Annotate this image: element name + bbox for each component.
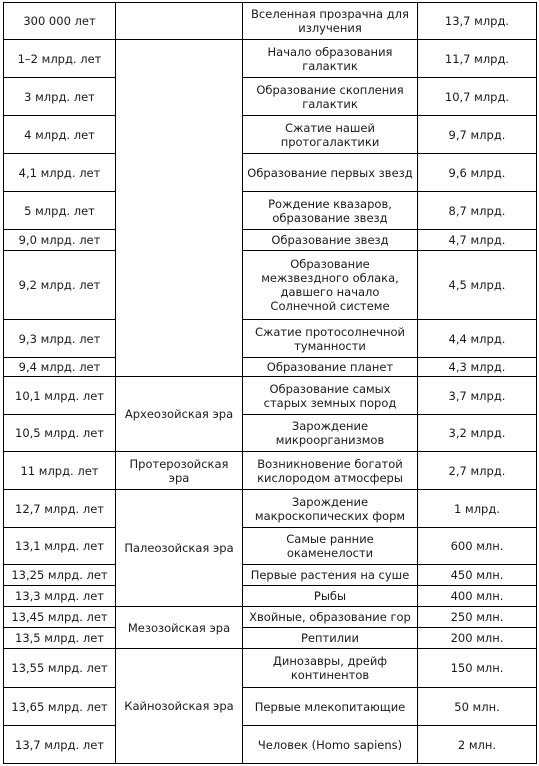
era-cell: Кайнозойская эра: [116, 649, 243, 764]
ago-cell: 9,6 млрд.: [418, 154, 537, 192]
ago-cell: 4,4 млрд.: [418, 320, 537, 358]
ago-cell: 3,7 млрд.: [418, 377, 537, 415]
ago-cell: 4,7 млрд.: [418, 230, 537, 251]
event-cell: Образование планет: [243, 358, 418, 377]
ago-cell: 9,7 млрд.: [418, 116, 537, 154]
event-cell: Зарождение макроскопических форм: [243, 490, 418, 528]
ago-cell: 1 млрд.: [418, 490, 537, 528]
ago-cell: 3,2 млрд.: [418, 415, 537, 452]
event-cell: Рептилии: [243, 628, 418, 649]
event-cell: Образование звезд: [243, 230, 418, 251]
era-cell: Протерозойская эра: [116, 452, 243, 490]
age-cell: 13,5 млрд. лет: [4, 628, 116, 649]
table-row: [4, 607, 537, 628]
table-row: [4, 40, 537, 78]
ago-cell: 2,7 млрд.: [418, 452, 537, 490]
ago-cell: 600 млн.: [418, 528, 537, 565]
age-cell: 13,45 млрд. лет: [4, 607, 116, 628]
ago-cell: 8,7 млрд.: [418, 192, 537, 230]
table-row: [4, 649, 537, 688]
era-cell: [116, 40, 243, 377]
table-row: [4, 116, 537, 154]
timeline-table: [3, 2, 537, 764]
table-row: [4, 628, 537, 649]
event-cell: Образование первых звезд: [243, 154, 418, 192]
event-cell: Рождение квазаров, образование звезд: [243, 192, 418, 230]
table-row: [4, 377, 537, 415]
ago-cell: 250 млн.: [418, 607, 537, 628]
age-cell: 10,5 млрд. лет: [4, 415, 116, 452]
event-cell: Образование самых старых земных пород: [243, 377, 418, 415]
table-row: [4, 251, 537, 320]
table-row: [4, 358, 537, 377]
ago-cell: 10,7 млрд.: [418, 78, 537, 116]
table-row: [4, 230, 537, 251]
age-cell: 13,55 млрд. лет: [4, 649, 116, 688]
age-cell: 13,7 млрд. лет: [4, 726, 116, 764]
age-cell: 3 млрд. лет: [4, 78, 116, 116]
ago-cell: 4,5 млрд.: [418, 251, 537, 320]
age-cell: 11 млрд. лет: [4, 452, 116, 490]
event-cell: Сжатие нашей протогалактики: [243, 116, 418, 154]
era-cell: [116, 3, 243, 40]
table-row: [4, 78, 537, 116]
ago-cell: 50 млн.: [418, 688, 537, 726]
age-cell: 4 млрд. лет: [4, 116, 116, 154]
age-cell: 13,3 млрд. лет: [4, 586, 116, 607]
ago-cell: 13,7 млрд.: [418, 3, 537, 40]
table-row: [4, 528, 537, 565]
event-cell: Первые растения на суше: [243, 565, 418, 586]
table-row: [4, 726, 537, 764]
era-cell: Мезозойская эра: [116, 607, 243, 649]
ago-cell: 200 млн.: [418, 628, 537, 649]
event-cell: Первые млекопитающие: [243, 688, 418, 726]
age-cell: 9,4 млрд. лет: [4, 358, 116, 377]
event-cell: Самые ранние окаменелости: [243, 528, 418, 565]
ago-cell: 450 млн.: [418, 565, 537, 586]
age-cell: 13,25 млрд. лет: [4, 565, 116, 586]
age-cell: 13,65 млрд. лет: [4, 688, 116, 726]
event-cell: Образование межзвездного облака, давшего начало Солнечной системе: [243, 251, 418, 320]
table-row: [4, 688, 537, 726]
age-cell: 4,1 млрд. лет: [4, 154, 116, 192]
ago-cell: 2 млн.: [418, 726, 537, 764]
event-cell: Динозавры, дрейф континентов: [243, 649, 418, 688]
table-row: [4, 3, 537, 40]
ago-cell: 400 млн.: [418, 586, 537, 607]
event-cell: Вселенная прозрачна для излучения: [243, 3, 418, 40]
ago-cell: 4,3 млрд.: [418, 358, 537, 377]
event-cell: Сжатие протосолнечной туманности: [243, 320, 418, 358]
table-row: [4, 490, 537, 528]
event-cell: Возникновение богатой кислородом атмосферы: [243, 452, 418, 490]
ago-cell: 11,7 млрд.: [418, 40, 537, 78]
age-cell: 5 млрд. лет: [4, 192, 116, 230]
age-cell: 9,0 млрд. лет: [4, 230, 116, 251]
age-cell: 12,7 млрд. лет: [4, 490, 116, 528]
event-cell: Зарождение микроорганизмов: [243, 415, 418, 452]
table-row: [4, 586, 537, 607]
event-cell: Рыбы: [243, 586, 418, 607]
table-row: [4, 320, 537, 358]
event-cell: Человек (Homo sapiens): [243, 726, 418, 764]
era-cell: Палеозойская эра: [116, 490, 243, 607]
table-row: [4, 565, 537, 586]
table-row: [4, 192, 537, 230]
age-cell: 9,3 млрд. лет: [4, 320, 116, 358]
age-cell: 1–2 млрд. лет: [4, 40, 116, 78]
era-cell: Археозойская эра: [116, 377, 243, 452]
event-cell: Начало образования галактик: [243, 40, 418, 78]
table-row: [4, 452, 537, 490]
age-cell: 10,1 млрд. лет: [4, 377, 116, 415]
age-cell: 9,2 млрд. лет: [4, 251, 116, 320]
event-cell: Образование скопления галактик: [243, 78, 418, 116]
table-row: [4, 154, 537, 192]
table-row: [4, 415, 537, 452]
age-cell: 13,1 млрд. лет: [4, 528, 116, 565]
ago-cell: 150 млн.: [418, 649, 537, 688]
age-cell: 300 000 лет: [4, 3, 116, 40]
event-cell: Хвойные, образование гор: [243, 607, 418, 628]
